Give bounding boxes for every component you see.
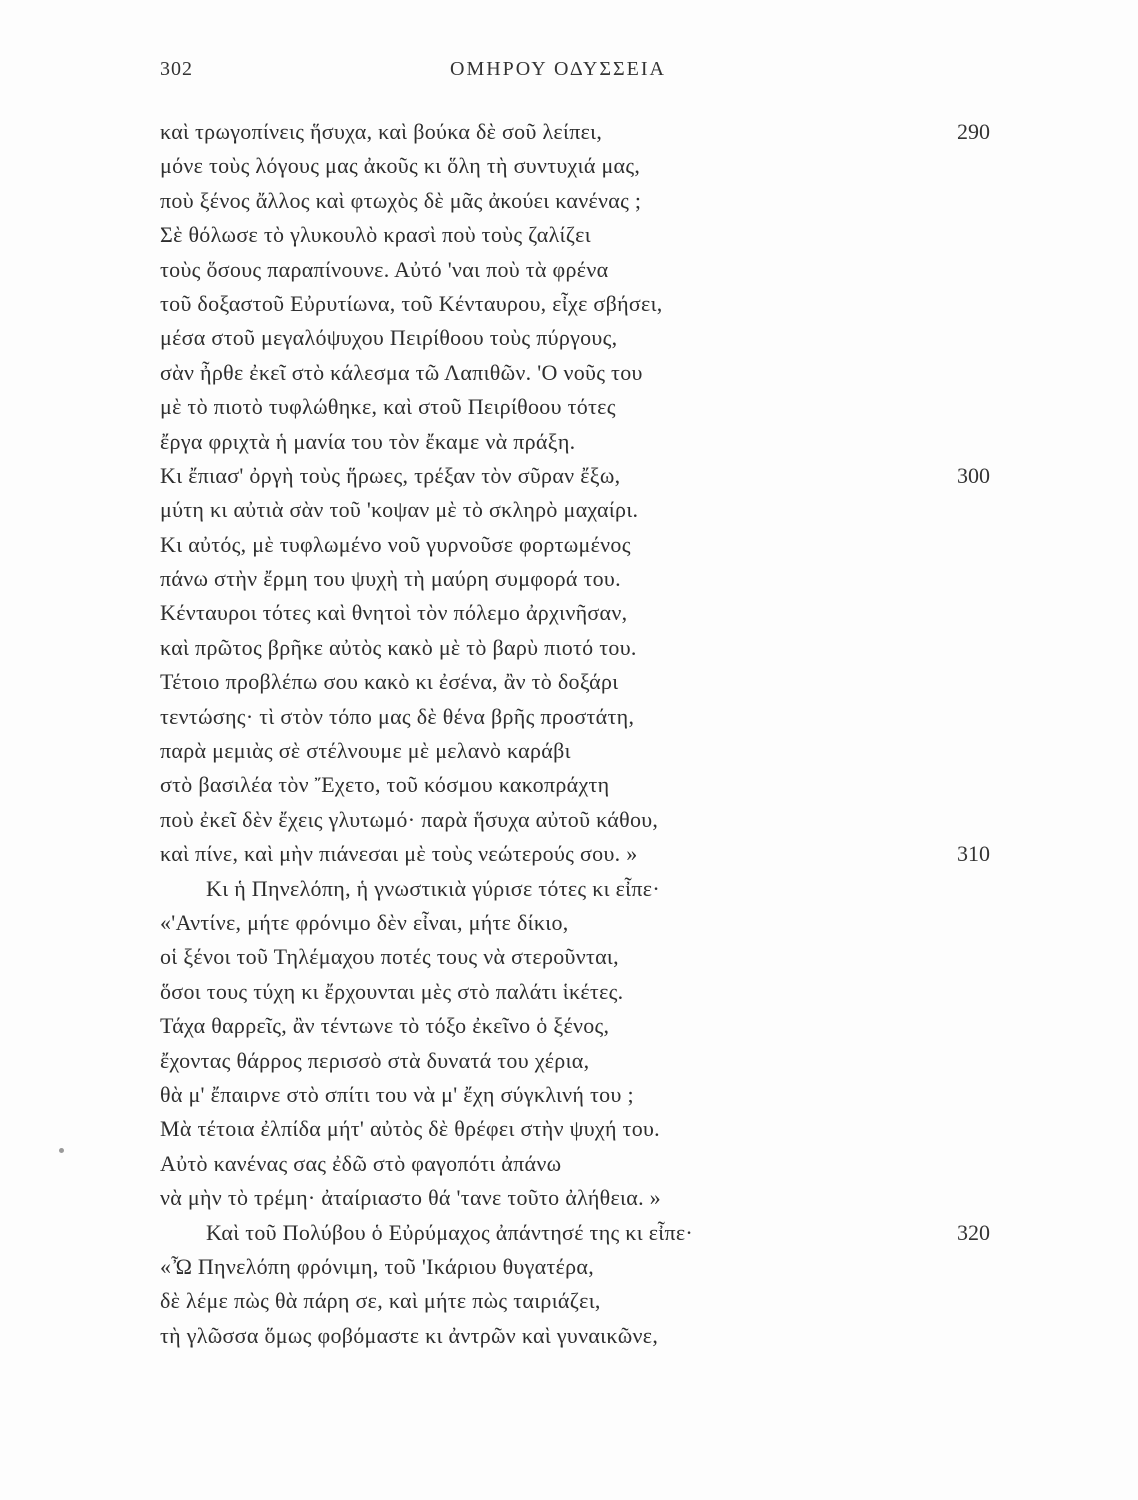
verse-text: τοὺς ὅσους παραπίνουνε. Αὐτό 'ναι ποὺ τὰ φρένα <box>160 256 609 282</box>
verse-line <box>160 596 990 630</box>
verse-block <box>160 115 990 1353</box>
verse-text: Τάχα θαρρεῖς, ἂν τέντωνε τὸ τόξο ἐκεῖνο ὁ ξένος, <box>160 1013 610 1039</box>
verse-text: Τέτοιο προβλέπω σου κακὸ κι ἐσένα, ἂν τὸ δοξάρι <box>160 669 619 695</box>
verse-line <box>160 218 990 252</box>
line-number: 290 <box>957 119 990 144</box>
verse-text: Κένταυροι τότες καὶ θνητοὶ τὸν πόλεμο ἀρχινῆσαν, <box>160 600 628 626</box>
verse-text: νὰ μὴν τὸ τρέμη· ἀταίριαστο θά 'τανε τοῦτο ἀλήθεια. » <box>160 1185 661 1211</box>
verse-line <box>160 321 990 355</box>
verse-line <box>160 975 990 1009</box>
verse-line <box>160 665 990 699</box>
verse-text: καὶ πρῶτος βρῆκε αὐτὸς κακὸ μὲ τὸ βαρὺ πιοτό του. <box>160 634 637 660</box>
verse-line <box>160 906 990 940</box>
verse-text: καὶ τρωγοπίνεις ἥσυχα, καὶ βούκα δὲ σοῦ λείπει, <box>160 119 603 144</box>
verse-line <box>160 700 990 734</box>
verse-text: τοῦ δοξαστοῦ Εὐρυτίωνα, τοῦ Κένταυρου, εἶχε σβήσει, <box>160 290 663 316</box>
verse-text: Καὶ τοῦ Πολύβου ὁ Εὐρύμαχος ἀπάντησέ της κι εἶπε· <box>206 1219 694 1245</box>
running-title: ΟΜΗΡΟΥ ΟΔΥΣΣΕΙΑ <box>450 58 666 80</box>
verse-text: Κι ἡ Πηνελόπη, ἡ γνωστικιὰ γύρισε τότες κι εἶπε· <box>206 875 660 901</box>
print-speck <box>59 1148 64 1153</box>
verse-text: Κι ἔπιασ' ὀργὴ τοὺς ἥρωες, τρέξαν τὸν σῦραν ἔξω, <box>160 462 621 488</box>
verse-line <box>160 1147 990 1181</box>
verse-line <box>160 1009 990 1043</box>
verse-text: σὰν ἦρθε ἐκεῖ στὸ κάλεσμα τῶ Λαπιθῶν. 'Ο νοῦς του <box>160 359 643 385</box>
line-number: 320 <box>957 1219 990 1245</box>
verse-line <box>160 149 990 183</box>
verse-line <box>160 390 990 424</box>
verse-line <box>160 837 990 871</box>
verse-text: ὅσοι τους τύχη κι ἔρχουνται μὲς στὸ παλάτι ἱκέτες. <box>160 978 624 1004</box>
verse-line <box>160 768 990 802</box>
verse-line <box>160 287 990 321</box>
verse-text: στὸ βασιλέα τὸν Ἔχετο, τοῦ κόσμου κακοπράχτη <box>160 772 610 798</box>
verse-text: ἔχοντας θάρρος περισσὸ στὰ δυνατά του χέρια, <box>160 1047 590 1073</box>
verse-line <box>160 253 990 287</box>
verse-text: Αὐτὸ κανένας σας ἐδῶ στὸ φαγοπότι ἀπάνω <box>160 1150 562 1176</box>
verse-text: παρὰ μεμιὰς σὲ στέλνουμε μὲ μελανὸ καράβι <box>160 738 571 764</box>
verse-text: μύτη κι αὐτιὰ σὰν τοῦ 'κοψαν μὲ τὸ σκληρὸ μαχαίρι. <box>160 497 639 523</box>
verse-line <box>160 184 990 218</box>
verse-line <box>160 528 990 562</box>
verse-line <box>160 1216 990 1250</box>
verse-text: καὶ πίνε, καὶ μὴν πιάνεσαι μὲ τοὺς νεώτερούς σου. » <box>160 841 638 867</box>
line-number: 300 <box>957 462 990 488</box>
verse-line <box>160 459 990 493</box>
page-header <box>160 58 990 90</box>
verse-text: μόνε τοὺς λόγους μας ἀκοῦς κι ὅλη τὴ συντυχιά μας, <box>160 153 641 179</box>
verse-line <box>160 1284 990 1318</box>
verse-text: Μὰ τέτοια ἐλπίδα μήτ' αὐτὸς δὲ θρέφει στὴν ψυχή του. <box>160 1116 660 1142</box>
verse-text: θὰ μ' ἔπαιρνε στὸ σπίτι του νὰ μ' ἔχη σύγκλινή του ; <box>160 1081 634 1107</box>
verse-text: Σὲ θόλωσε τὸ γλυκουλὸ κρασὶ ποὺ τοὺς ζαλίζει <box>160 222 591 248</box>
verse-line <box>160 1078 990 1112</box>
verse-line <box>160 425 990 459</box>
verse-line <box>160 115 990 149</box>
verse-text: δὲ λέμε πὼς θὰ πάρη σε, καὶ μήτε πὼς ταιριάζει, <box>160 1288 601 1314</box>
verse-text: οἱ ξένοι τοῦ Τηλέμαχου ποτές τους νὰ στεροῦνται, <box>160 944 619 970</box>
page-number: 302 <box>160 58 193 80</box>
verse-line <box>160 940 990 974</box>
verse-text: ποὺ ξένος ἄλλος καὶ φτωχὸς δὲ μᾶς ἀκούει κανένας ; <box>160 187 642 213</box>
verse-line <box>160 1319 990 1353</box>
verse-text: Κι αὐτός, μὲ τυφλωμένο νοῦ γυρνοῦσε φορτωμένος <box>160 531 631 557</box>
line-number: 310 <box>957 841 990 867</box>
verse-text: πάνω στὴν ἔρμη του ψυχὴ τὴ μαύρη συμφορά του. <box>160 566 621 592</box>
verse-line <box>160 356 990 390</box>
verse-line <box>160 493 990 527</box>
verse-line <box>160 1044 990 1078</box>
verse-line <box>160 1181 990 1215</box>
verse-line <box>160 1112 990 1146</box>
verse-line <box>160 803 990 837</box>
verse-text: «'Αντίνε, μήτε φρόνιμο δὲν εἶναι, μήτε δίκιο, <box>160 909 569 935</box>
verse-text: ἔργα φριχτὰ ἡ μανία του τὸν ἔκαμε νὰ πράξη. <box>160 428 576 454</box>
verse-line <box>160 872 990 906</box>
verse-line <box>160 631 990 665</box>
verse-text: τὴ γλῶσσα ὅμως φοβόμαστε κι ἀντρῶν καὶ γυναικῶνε, <box>160 1322 659 1348</box>
verse-text: τεντώσης· τὶ στὸν τόπο μας δὲ θένα βρῆς προστάτη, <box>160 703 635 729</box>
verse-line <box>160 734 990 768</box>
verse-text: μὲ τὸ πιοτὸ τυφλώθηκε, καὶ στοῦ Πειρίθοου τότες <box>160 394 616 420</box>
verse-line <box>160 1250 990 1284</box>
verse-line <box>160 562 990 596</box>
verse-text: «Ὦ Πηνελόπη φρόνιμη, τοῦ 'Ικάριου θυγατέρα, <box>160 1253 595 1279</box>
verse-text: ποὺ ἐκεῖ δὲν ἔχεις γλυτωμό· παρὰ ἥσυχα αὐτοῦ κάθου, <box>160 806 659 832</box>
verse-text: μέσα στοῦ μεγαλόψυχου Πειρίθοου τοὺς πύργους, <box>160 325 618 351</box>
